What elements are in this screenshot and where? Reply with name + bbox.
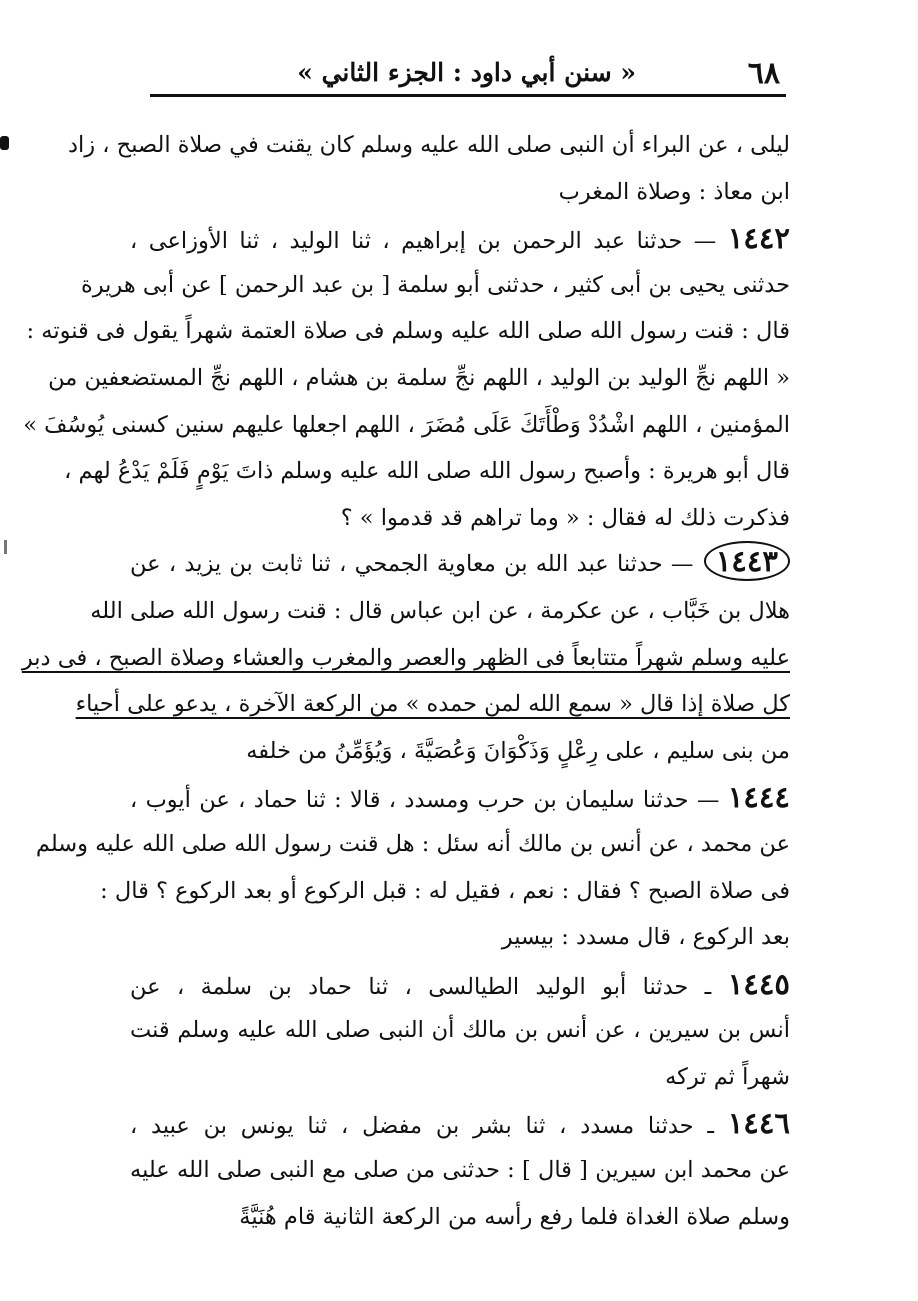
text-line bbox=[130, 215, 790, 262]
text-line: حدثنى يحيى بن أبى كثير ، حدثنى أبو سلمة [ بن عبد الرحمن ] عن أبى هريرة bbox=[80, 271, 790, 298]
text-line: وسلم صلاة الغداة فلما رفع رأسه من الركعة الثانية قام هُنَيَّةً bbox=[239, 1203, 790, 1230]
page-header bbox=[150, 56, 786, 96]
text-line: عن محمد ، عن أنس بن مالك أنه سئل : هل قنت رسول الله صلى الله عليه وسلم bbox=[35, 830, 790, 857]
underlined-line: عليه وسلم شهراً متتابعاً فى الظهر والعصر والمغرب والعشاء وصلاة الصبح ، فى دبر bbox=[21, 644, 790, 671]
hadith-number: ١٤٤٤ bbox=[727, 780, 791, 815]
margin-mark bbox=[4, 540, 7, 554]
hadith-number: ١٤٤٦ bbox=[727, 1106, 790, 1141]
text-line: فذكرت ذلك له فقال : « وما تراهم قد قدموا » ؟ bbox=[340, 504, 790, 531]
text-segment: ـ حدثنا مسدد ، ثنا بشر بن مفضل ، ثنا يونس بن عبيد ، bbox=[130, 1113, 714, 1140]
text-segment: ـ حدثنا أبو الوليد الطيالسى ، ثنا حماد بن سلمة ، عن bbox=[130, 973, 712, 1000]
text-line: المؤمنين ، اللهم اشْدُدْ وَطْأَتَكَ عَلَى مُضَرَ ، اللهم اجعلها عليهم سنين كسنى يُوسُفَ » bbox=[23, 411, 790, 438]
hadith-number: ١٤٤٥ bbox=[727, 966, 790, 1001]
text-line bbox=[130, 541, 790, 588]
text-line: شهراً ثم تركه bbox=[665, 1063, 790, 1090]
hadith-number-circled: ١٤٤٣ bbox=[704, 541, 790, 581]
text-line: فى صلاة الصبح ؟ فقال : نعم ، فقيل له : قبل الركوع أو بعد الركوع ؟ قال : bbox=[100, 877, 790, 904]
text-line bbox=[130, 961, 790, 1008]
text-line: عن محمد ابن سيرين [ قال ] : حدثنى من صلى مع النبى صلى الله عليه bbox=[130, 1157, 790, 1184]
text-line: ابن معاذ : وصلاة المغرب bbox=[558, 178, 790, 205]
running-title: « سنن أبي داود : الجزء الثاني » bbox=[297, 58, 636, 87]
text-line: بعد الركوع ، قال مسدد : بيسير bbox=[501, 924, 790, 951]
text-line bbox=[130, 774, 790, 821]
text-line: أنس بن سيرين ، عن أنس بن مالك أن النبى صلى الله عليه وسلم قنت bbox=[130, 1017, 790, 1044]
header-rule bbox=[150, 94, 786, 97]
text-line: قال أبو هريرة : وأصبح رسول الله صلى الله عليه وسلم ذاتَ يَوْمٍ فَلَمْ يَدْعُ لهم ، bbox=[64, 458, 790, 485]
text-line: هلال بن خَبَّاب ، عن عكرمة ، عن ابن عباس قال : قنت رسول الله صلى الله bbox=[90, 597, 790, 624]
text-line: قال : قنت رسول الله صلى الله عليه وسلم فى صلاة العتمة شهراً يقول فى قنوته : bbox=[26, 318, 790, 345]
page-number: ٦٨ bbox=[747, 56, 780, 91]
underlined-line: كل صلاة إذا قال « سمع الله لمن حمده » من الركعة الآخرة ، يدعو على أحياء bbox=[75, 691, 790, 718]
hadith-number: ١٤٤٢ bbox=[727, 221, 790, 256]
text-segment: — حدثنا عبد الله بن معاوية الجمحي ، ثنا ثابت بن يزيد ، عن bbox=[130, 551, 694, 578]
text-segment: — حدثنا عبد الرحمن بن إبراهيم ، ثنا الوليد ، ثنا الأوزاعى ، bbox=[130, 228, 717, 255]
margin-mark bbox=[0, 136, 9, 150]
text-segment: — حدثنا سليمان بن حرب ومسدد ، قالا : ثنا حماد ، عن أيوب ، bbox=[130, 787, 720, 814]
text-line: من بنى سليم ، على رِعْلٍ وَذَكْوَانَ وَعُصَيَّةَ ، وَيُؤَمِّنُ من خلفه bbox=[246, 737, 790, 764]
hadith-text bbox=[21, 122, 791, 1240]
text-line bbox=[130, 1100, 790, 1147]
text-line: « اللهم نجِّ الوليد بن الوليد ، اللهم نجِّ سلمة بن هشام ، اللهم نجِّ المستضعفين من bbox=[48, 364, 790, 391]
text-line: ليلى ، عن البراء أن النبى صلى الله عليه وسلم كان يقنت في صلاة الصبح ، زاد bbox=[67, 132, 790, 158]
